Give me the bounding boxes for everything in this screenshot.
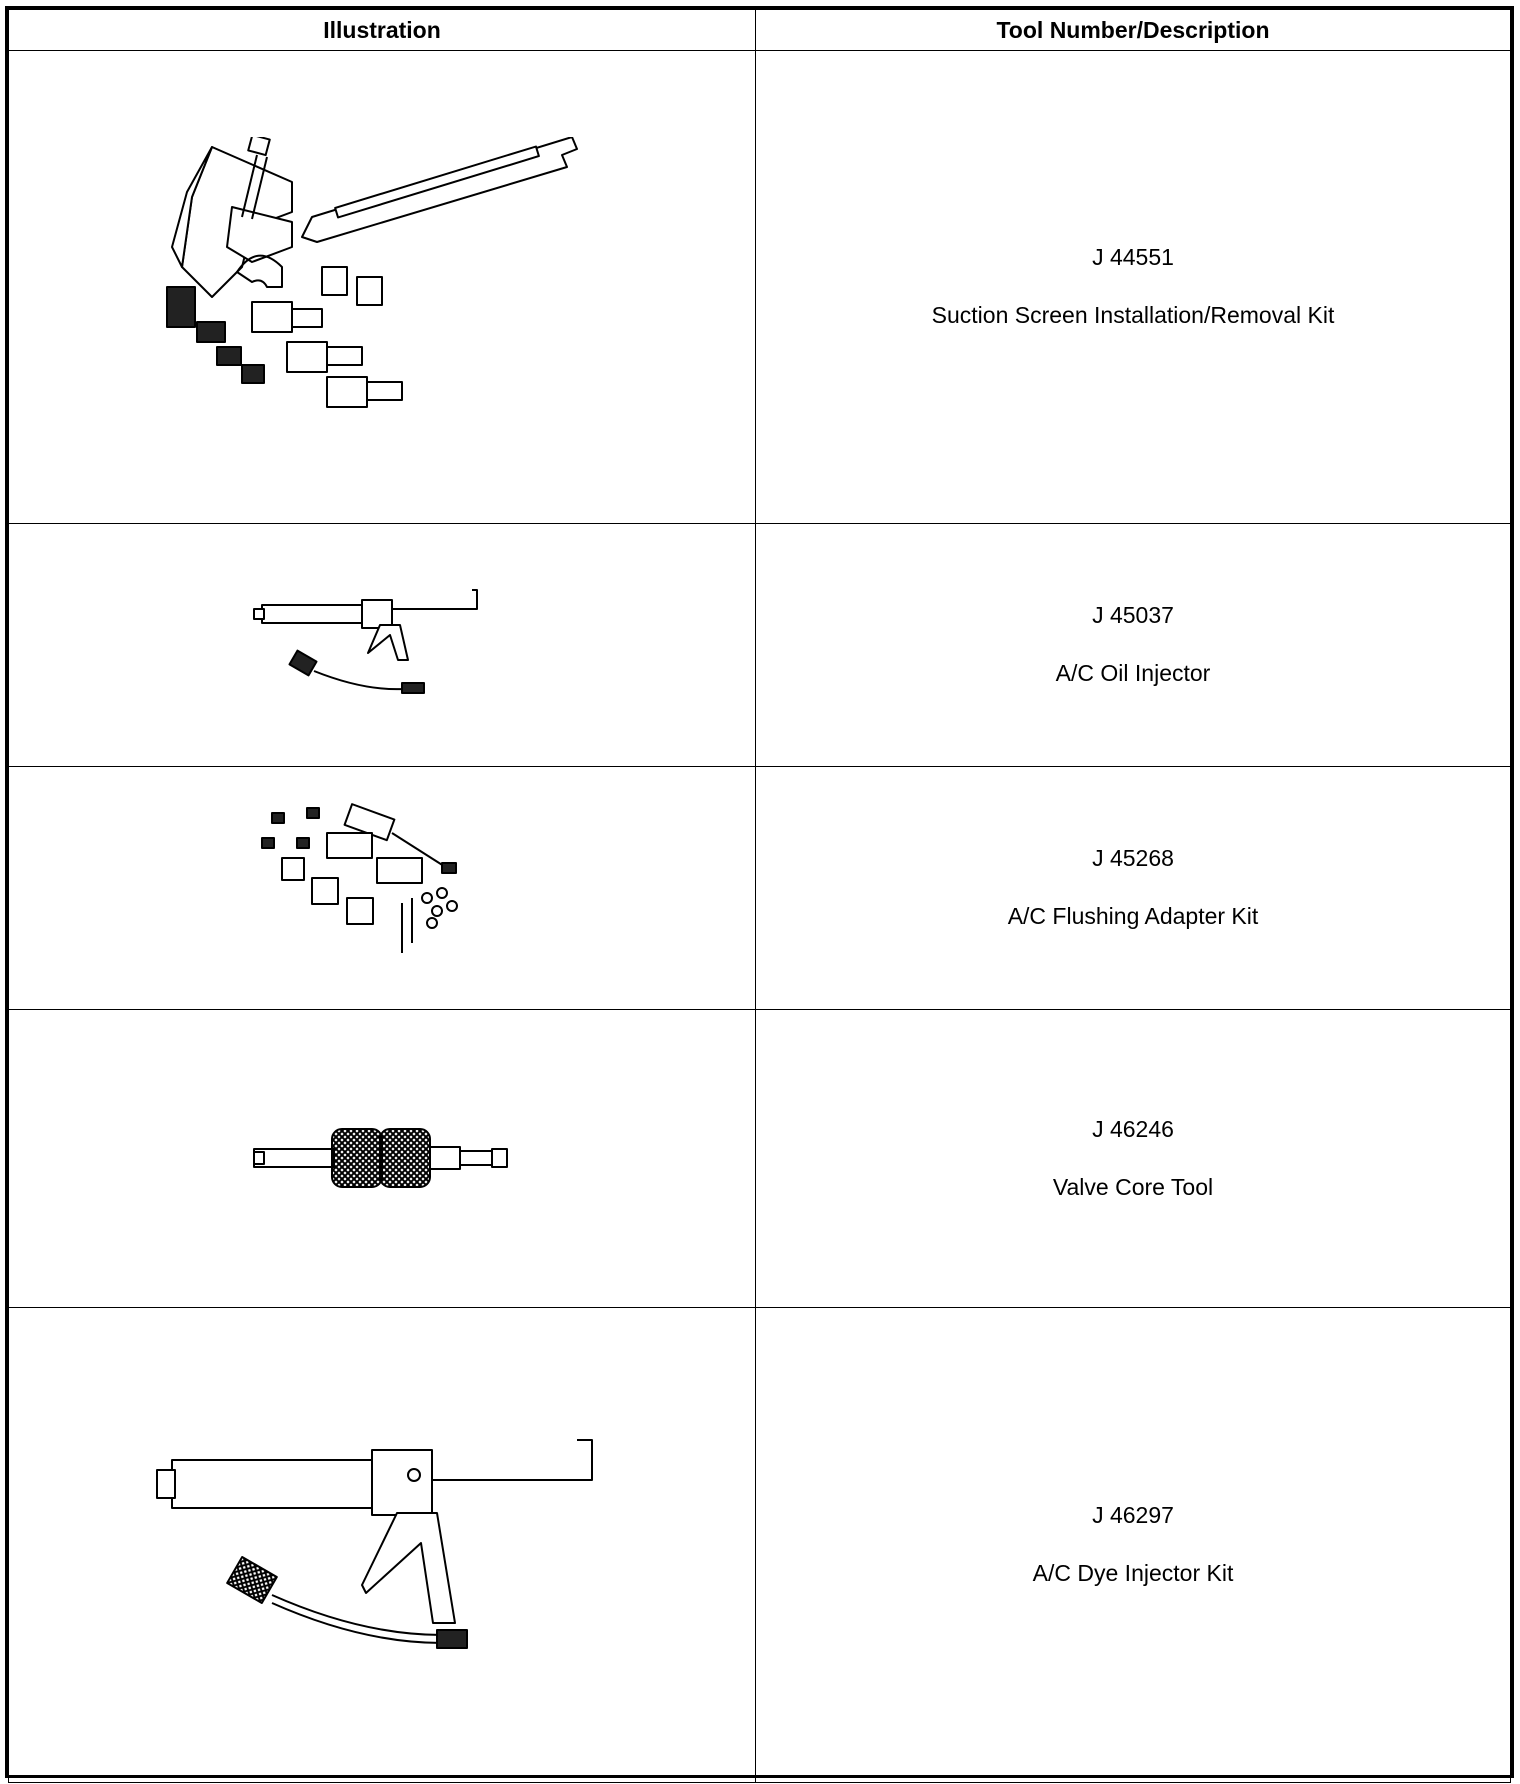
tool-description-cell — [756, 1010, 1511, 1308]
tool-table-frame — [5, 6, 1514, 1778]
tool-number: J 46297 — [1092, 1502, 1174, 1529]
table-row — [9, 524, 1511, 767]
illustration-cell — [9, 51, 756, 524]
illustration-cell — [9, 767, 756, 1010]
tool-description: Valve Core Tool — [1052, 1173, 1214, 1200]
flushing-adapter-kit-illustration — [252, 803, 512, 973]
tool-description-cell — [756, 767, 1511, 1010]
tool-description-cell — [756, 51, 1511, 524]
table-row — [9, 1308, 1511, 1783]
dye-injector-kit-illustration — [152, 1435, 612, 1655]
tool-description-cell — [756, 1308, 1511, 1783]
tool-description: A/C Oil Injector — [1055, 660, 1211, 686]
illustration-cell — [9, 1308, 756, 1783]
header-illustration: Illustration — [9, 10, 756, 51]
valve-core-tool-illustration — [252, 1119, 512, 1199]
tool-description: A/C Dye Injector Kit — [1032, 1560, 1234, 1586]
tool-number: J 45037 — [1092, 602, 1174, 629]
tool-description: Suction Screen Installation/Removal Kit — [931, 302, 1335, 328]
tool-description-cell — [756, 524, 1511, 767]
illustration-cell — [9, 524, 756, 767]
tool-number: J 46246 — [1092, 1115, 1174, 1142]
tool-table — [8, 9, 1511, 1783]
tool-number: J 45268 — [1092, 845, 1174, 872]
oil-injector-illustration — [252, 585, 512, 705]
tool-number: J 44551 — [1092, 244, 1174, 271]
suction-screen-kit-illustration — [142, 137, 622, 437]
table-row — [9, 767, 1511, 1010]
header-tool-description: Tool Number/Description — [756, 10, 1511, 51]
table-row — [9, 1010, 1511, 1308]
tool-description: A/C Flushing Adapter Kit — [1007, 903, 1259, 929]
illustration-cell — [9, 1010, 756, 1308]
header-row — [9, 10, 1511, 51]
table-row — [9, 51, 1511, 524]
